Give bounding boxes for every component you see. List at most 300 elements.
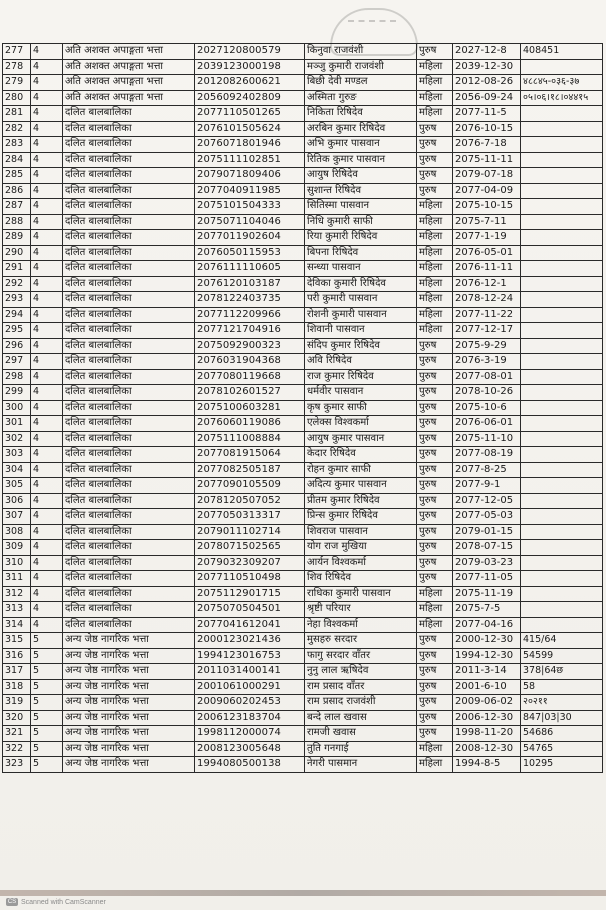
table-row [3,199,603,215]
allowance-type-cell: दलित बालबालिका [63,137,195,153]
table-row [3,385,603,401]
birth-date-cell: 2056-09-24 [453,90,521,106]
birth-date-cell: 2001-6-10 [453,679,521,695]
gender-cell: पुरुष [417,431,453,447]
beneficiary-id-cell: 2077110510498 [195,571,305,587]
beneficiary-name-cell: बन्दे लाल खवास [305,710,417,726]
serial-number-cell: 320 [3,710,31,726]
birth-date-cell: 1994-12-30 [453,648,521,664]
gender-cell: महिला [417,602,453,618]
serial-number-cell: 291 [3,261,31,277]
category-code-cell: 4 [31,307,63,323]
beneficiary-name-cell: राम प्रसाद वाँतर [305,679,417,695]
birth-date-cell: 2077-11-22 [453,307,521,323]
table-row [3,230,603,246]
category-code-cell: 4 [31,369,63,385]
table-row [3,695,603,711]
gender-cell: पुरुष [417,726,453,742]
birth-date-cell: 2039-12-30 [453,59,521,75]
serial-number-cell: 292 [3,276,31,292]
remarks-cell [521,571,603,587]
allowance-type-cell: अन्य जेष्ठ नागरिक भत्ता [63,695,195,711]
remarks-cell: 54765 [521,741,603,757]
table-row [3,276,603,292]
gender-cell: पुरुष [417,354,453,370]
serial-number-cell: 302 [3,431,31,447]
table-row [3,44,603,60]
birth-date-cell: 2077-04-09 [453,183,521,199]
category-code-cell: 4 [31,586,63,602]
category-code-cell: 4 [31,245,63,261]
category-code-cell: 4 [31,214,63,230]
allowance-type-cell: दलित बालबालिका [63,338,195,354]
category-code-cell: 4 [31,524,63,540]
gender-cell: महिला [417,741,453,757]
category-code-cell: 4 [31,59,63,75]
beneficiary-id-cell: 2078122403735 [195,292,305,308]
beneficiary-id-cell: 2056092402809 [195,90,305,106]
table-row [3,152,603,168]
gender-cell: पुरुष [417,524,453,540]
gender-cell: पुरुष [417,447,453,463]
serial-number-cell: 282 [3,121,31,137]
remarks-cell [521,323,603,339]
serial-number-cell: 278 [3,59,31,75]
table-row [3,617,603,633]
beneficiary-name-cell: देविका कुमारी रिषिदेव [305,276,417,292]
beneficiary-id-cell: 2001061000291 [195,679,305,695]
allowance-type-cell: अति अशक्त अपाङ्गता भत्ता [63,90,195,106]
allowance-type-cell: अन्य जेष्ठ नागरिक भत्ता [63,633,195,649]
serial-number-cell: 309 [3,540,31,556]
allowance-type-cell: दलित बालबालिका [63,214,195,230]
table-row [3,416,603,432]
birth-date-cell: 2076-06-01 [453,416,521,432]
birth-date-cell: 2075-11-11 [453,152,521,168]
serial-number-cell: 316 [3,648,31,664]
beneficiary-id-cell: 1998112000074 [195,726,305,742]
category-code-cell: 4 [31,540,63,556]
gender-cell: पुरुष [417,369,453,385]
beneficiary-name-cell: किनुवा राजवंशी [305,44,417,60]
beneficiary-name-cell: राज कुमार रिषिदेव [305,369,417,385]
birth-date-cell: 2077-1-19 [453,230,521,246]
remarks-cell: 58 [521,679,603,695]
category-code-cell: 5 [31,664,63,680]
remarks-cell [521,555,603,571]
category-code-cell: 4 [31,400,63,416]
gender-cell: पुरुष [417,493,453,509]
beneficiary-id-cell: 2076120103187 [195,276,305,292]
serial-number-cell: 289 [3,230,31,246]
remarks-cell [521,292,603,308]
table-row [3,679,603,695]
beneficiary-id-cell: 2075071104046 [195,214,305,230]
allowance-type-cell: अन्य जेष्ठ नागरिक भत्ता [63,726,195,742]
allowance-type-cell: दलित बालबालिका [63,431,195,447]
remarks-cell [521,586,603,602]
serial-number-cell: 279 [3,75,31,91]
table-row [3,710,603,726]
category-code-cell: 4 [31,555,63,571]
serial-number-cell: 312 [3,586,31,602]
table-row [3,183,603,199]
beneficiary-name-cell: बिपना रिषिदेव [305,245,417,261]
gender-cell: महिला [417,586,453,602]
beneficiary-name-cell: निधि कुमारी साफी [305,214,417,230]
allowance-type-cell: दलित बालबालिका [63,400,195,416]
table-row [3,555,603,571]
gender-cell: पुरुष [417,648,453,664]
beneficiary-name-cell: सन्ध्या पासवान [305,261,417,277]
beneficiary-register-table [2,43,603,773]
birth-date-cell: 2075-11-10 [453,431,521,447]
table-row [3,292,603,308]
beneficiary-name-cell: आयुष कुमार पासवान [305,431,417,447]
beneficiary-name-cell: राधिका कुमारी पासवान [305,586,417,602]
gender-cell: पुरुष [417,121,453,137]
beneficiary-name-cell: अदित्य कुमार पासवान [305,478,417,494]
birth-date-cell: 2076-3-19 [453,354,521,370]
remarks-cell [521,152,603,168]
birth-date-cell: 2077-04-16 [453,617,521,633]
table-row [3,509,603,525]
beneficiary-id-cell: 2077081915064 [195,447,305,463]
allowance-type-cell: दलित बालबालिका [63,369,195,385]
beneficiary-name-cell: राम प्रसाद राजवंशी [305,695,417,711]
category-code-cell: 4 [31,121,63,137]
table-row [3,338,603,354]
allowance-type-cell: दलित बालबालिका [63,261,195,277]
serial-number-cell: 315 [3,633,31,649]
beneficiary-id-cell: 1994123016753 [195,648,305,664]
serial-number-cell: 305 [3,478,31,494]
beneficiary-name-cell: नेहा विश्वकर्मा [305,617,417,633]
beneficiary-id-cell: 2079011102714 [195,524,305,540]
beneficiary-name-cell: प्रिन्स कुमार रिषिदेव [305,509,417,525]
allowance-type-cell: दलित बालबालिका [63,478,195,494]
category-code-cell: 4 [31,292,63,308]
birth-date-cell: 2077-11-05 [453,571,521,587]
allowance-type-cell: दलित बालबालिका [63,307,195,323]
table-row [3,75,603,91]
serial-number-cell: 295 [3,323,31,339]
beneficiary-id-cell: 2078102601527 [195,385,305,401]
allowance-type-cell: दलित बालबालिका [63,571,195,587]
birth-date-cell: 2079-07-18 [453,168,521,184]
gender-cell: महिला [417,214,453,230]
beneficiary-id-cell: 2076060119086 [195,416,305,432]
category-code-cell: 5 [31,648,63,664]
serial-number-cell: 290 [3,245,31,261]
allowance-type-cell: दलित बालबालिका [63,540,195,556]
beneficiary-id-cell: 2077090105509 [195,478,305,494]
beneficiary-name-cell: मञ्जु कुमारी राजवंशी [305,59,417,75]
remarks-cell: २०२११ [521,695,603,711]
gender-cell: पुरुष [417,462,453,478]
beneficiary-id-cell: 2078071502565 [195,540,305,556]
remarks-cell: ४८८४५-०३६-३७ [521,75,603,91]
table-row [3,245,603,261]
beneficiary-id-cell: 2076031904368 [195,354,305,370]
birth-date-cell: 2077-05-03 [453,509,521,525]
birth-date-cell: 2008-12-30 [453,741,521,757]
beneficiary-name-cell: रोहन कुमार साफी [305,462,417,478]
allowance-type-cell: अन्य जेष्ठ नागरिक भत्ता [63,664,195,680]
remarks-cell [521,199,603,215]
gender-cell: महिला [417,245,453,261]
table-row [3,664,603,680]
beneficiary-name-cell: आर्यन विश्वकर्मा [305,555,417,571]
remarks-cell [521,230,603,246]
birth-date-cell: 1998-11-20 [453,726,521,742]
remarks-cell [521,121,603,137]
gender-cell: पुरुष [417,555,453,571]
allowance-type-cell: दलित बालबालिका [63,183,195,199]
beneficiary-id-cell: 2077112209966 [195,307,305,323]
gender-cell: पुरुष [417,509,453,525]
remarks-cell: 415/64 [521,633,603,649]
allowance-type-cell: दलित बालबालिका [63,230,195,246]
birth-date-cell: 2078-07-15 [453,540,521,556]
beneficiary-id-cell: 2039123000198 [195,59,305,75]
table-row [3,261,603,277]
birth-date-cell: 2075-11-19 [453,586,521,602]
category-code-cell: 4 [31,602,63,618]
allowance-type-cell: दलित बालबालिका [63,617,195,633]
gender-cell: महिला [417,230,453,246]
table-row [3,478,603,494]
category-code-cell: 4 [31,44,63,60]
serial-number-cell: 314 [3,617,31,633]
category-code-cell: 4 [31,493,63,509]
beneficiary-id-cell: 2077082505187 [195,462,305,478]
category-code-cell: 4 [31,462,63,478]
serial-number-cell: 311 [3,571,31,587]
table-row [3,214,603,230]
birth-date-cell: 2077-08-19 [453,447,521,463]
birth-date-cell: 2075-10-6 [453,400,521,416]
beneficiary-name-cell: सुशान्त रिषिदेव [305,183,417,199]
gender-cell: पुरुष [417,664,453,680]
remarks-cell [521,524,603,540]
beneficiary-name-cell: आयुष रिषिदेव [305,168,417,184]
birth-date-cell: 2009-06-02 [453,695,521,711]
serial-number-cell: 301 [3,416,31,432]
allowance-type-cell: दलित बालबालिका [63,106,195,122]
gender-cell: महिला [417,199,453,215]
beneficiary-id-cell: 2076101505624 [195,121,305,137]
gender-cell: पुरुष [417,338,453,354]
table-row [3,633,603,649]
serial-number-cell: 313 [3,602,31,618]
allowance-type-cell: अन्य जेष्ठ नागरिक भत्ता [63,679,195,695]
beneficiary-id-cell: 2075112901715 [195,586,305,602]
birth-date-cell: 1994-8-5 [453,757,521,773]
allowance-type-cell: दलित बालबालिका [63,354,195,370]
birth-date-cell: 2077-11-5 [453,106,521,122]
category-code-cell: 4 [31,617,63,633]
beneficiary-id-cell: 2076050115953 [195,245,305,261]
beneficiary-id-cell: 2077040911985 [195,183,305,199]
serial-number-cell: 296 [3,338,31,354]
allowance-type-cell: अति अशक्त अपाङ्गता भत्ता [63,44,195,60]
category-code-cell: 4 [31,199,63,215]
allowance-type-cell: दलित बालबालिका [63,586,195,602]
category-code-cell: 5 [31,726,63,742]
category-code-cell: 4 [31,478,63,494]
serial-number-cell: 297 [3,354,31,370]
birth-date-cell: 2076-7-18 [453,137,521,153]
serial-number-cell: 323 [3,757,31,773]
allowance-type-cell: दलित बालबालिका [63,385,195,401]
beneficiary-id-cell: 2077121704916 [195,323,305,339]
allowance-type-cell: दलित बालबालिका [63,416,195,432]
serial-number-cell: 281 [3,106,31,122]
remarks-cell [521,261,603,277]
birth-date-cell: 2011-3-14 [453,664,521,680]
remarks-cell: 847|03|30 [521,710,603,726]
table-row [3,540,603,556]
gender-cell: पुरुष [417,695,453,711]
gender-cell: पुरुष [417,679,453,695]
gender-cell: पुरुष [417,137,453,153]
remarks-cell [521,385,603,401]
beneficiary-name-cell: शिवानी पासवान [305,323,417,339]
remarks-cell [521,602,603,618]
serial-number-cell: 285 [3,168,31,184]
remarks-cell [521,276,603,292]
beneficiary-name-cell: एलेक्स विश्वकर्मा [305,416,417,432]
table-row [3,648,603,664]
gender-cell: महिला [417,757,453,773]
category-code-cell: 4 [31,571,63,587]
allowance-type-cell: दलित बालबालिका [63,524,195,540]
serial-number-cell: 319 [3,695,31,711]
allowance-type-cell: दलित बालबालिका [63,152,195,168]
table-row [3,400,603,416]
allowance-type-cell: दलित बालबालिका [63,245,195,261]
remarks-cell [521,493,603,509]
remarks-cell: 54599 [521,648,603,664]
beneficiary-id-cell: 2077050313317 [195,509,305,525]
beneficiary-name-cell: रामजी खवास [305,726,417,742]
remarks-cell [521,137,603,153]
beneficiary-id-cell: 2000123021436 [195,633,305,649]
beneficiary-name-cell: अस्मिता गुरुङ [305,90,417,106]
serial-number-cell: 303 [3,447,31,463]
allowance-type-cell: अन्य जेष्ठ नागरिक भत्ता [63,741,195,757]
table-row [3,90,603,106]
birth-date-cell: 2077-8-25 [453,462,521,478]
remarks-cell [521,59,603,75]
gender-cell: महिला [417,276,453,292]
beneficiary-id-cell: 2077080119668 [195,369,305,385]
category-code-cell: 4 [31,354,63,370]
beneficiary-name-cell: नेगरी पासमान [305,757,417,773]
serial-number-cell: 308 [3,524,31,540]
gender-cell: पुरुष [417,633,453,649]
beneficiary-name-cell: नुनु लाल ऋषिदेव [305,664,417,680]
allowance-type-cell: दलित बालबालिका [63,199,195,215]
beneficiary-id-cell: 2077011902604 [195,230,305,246]
beneficiary-name-cell: परी कुमारी पासवान [305,292,417,308]
remarks-cell: 54686 [521,726,603,742]
gender-cell: महिला [417,59,453,75]
category-code-cell: 4 [31,261,63,277]
beneficiary-id-cell: 2027120800579 [195,44,305,60]
birth-date-cell: 2075-7-5 [453,602,521,618]
remarks-cell [521,431,603,447]
remarks-cell [521,400,603,416]
register-rows [3,44,603,773]
page-bottom-edge [0,890,606,896]
beneficiary-name-cell: बिछी देवी मण्डल [305,75,417,91]
beneficiary-id-cell: 2077041612041 [195,617,305,633]
beneficiary-id-cell: 2012082600621 [195,75,305,91]
category-code-cell: 4 [31,416,63,432]
beneficiary-id-cell: 2075070504501 [195,602,305,618]
allowance-type-cell: अति अशक्त अपाङ्गता भत्ता [63,59,195,75]
remarks-cell [521,478,603,494]
category-code-cell: 4 [31,431,63,447]
category-code-cell: 4 [31,152,63,168]
allowance-type-cell: दलित बालबालिका [63,168,195,184]
remarks-cell [521,369,603,385]
category-code-cell: 4 [31,75,63,91]
remarks-cell [521,354,603,370]
allowance-type-cell: दलित बालबालिका [63,323,195,339]
serial-number-cell: 304 [3,462,31,478]
birth-date-cell: 2076-10-15 [453,121,521,137]
remarks-cell [521,245,603,261]
beneficiary-id-cell: 1994080500138 [195,757,305,773]
allowance-type-cell: अन्य जेष्ठ नागरिक भत्ता [63,648,195,664]
remarks-cell [521,447,603,463]
remarks-cell [521,106,603,122]
category-code-cell: 4 [31,509,63,525]
allowance-type-cell: दलित बालबालिका [63,555,195,571]
birth-date-cell: 2076-11-11 [453,261,521,277]
birth-date-cell: 2079-01-15 [453,524,521,540]
table-row [3,431,603,447]
serial-number-cell: 283 [3,137,31,153]
beneficiary-id-cell: 2079032309207 [195,555,305,571]
category-code-cell: 4 [31,168,63,184]
beneficiary-id-cell: 2075092900323 [195,338,305,354]
beneficiary-id-cell: 2075111102851 [195,152,305,168]
serial-number-cell: 300 [3,400,31,416]
beneficiary-name-cell: शिव रिषिदेव [305,571,417,587]
beneficiary-name-cell: अभि कुमार पासवान [305,137,417,153]
allowance-type-cell: दलित बालबालिका [63,602,195,618]
beneficiary-id-cell: 2075101504333 [195,199,305,215]
table-row [3,757,603,773]
beneficiary-name-cell: मुसहरु सरदार [305,633,417,649]
beneficiary-id-cell: 2076071801946 [195,137,305,153]
table-row [3,493,603,509]
beneficiary-id-cell: 2075111008884 [195,431,305,447]
birth-date-cell: 2076-12-1 [453,276,521,292]
serial-number-cell: 317 [3,664,31,680]
remarks-cell [521,462,603,478]
category-code-cell: 4 [31,385,63,401]
serial-number-cell: 306 [3,493,31,509]
table-row [3,571,603,587]
remarks-cell [521,183,603,199]
beneficiary-name-cell: अरबिन कुमार रिषिदेव [305,121,417,137]
remarks-cell: 408451 [521,44,603,60]
